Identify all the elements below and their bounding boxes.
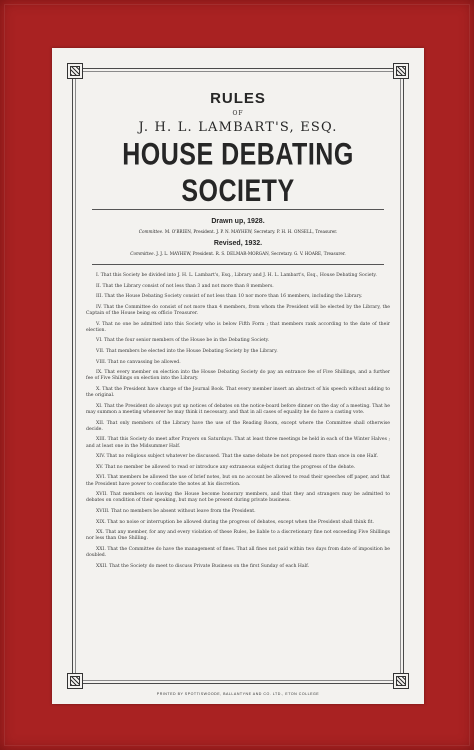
- committee-label: Committee.: [130, 251, 155, 256]
- committee-members: J. J. L. MAYHEW, President. R. S. DELMAR-MORGAN, Secretary. G. V. HOARE, Treasurer.: [156, 251, 346, 256]
- corner-ornament-icon: [393, 673, 409, 689]
- rule-item: V. That no one be admitted into this Society who is below Fifth Form ; that members rank according to the date of their election.: [86, 321, 390, 333]
- corner-ornament-icon: [67, 673, 83, 689]
- of-line: OF: [232, 110, 244, 117]
- rule-item: XX. That any member, for any and every violation of these Rules, be liable to a discretionary fine not exceeding Five Shillings nor less than One Shilling.: [86, 530, 390, 542]
- rule-item: VII. That members be elected into the House Debating Society by the Library.: [96, 348, 278, 354]
- rule-item: IV. That the Committee do consist of not more than 4 members, from whom the President will be elected by the Library, the Captain of the House being ex officio Treasurer.: [86, 304, 390, 316]
- rule-item: XVIII. That no members be absent without leave from the President.: [96, 508, 256, 514]
- rules-list: [86, 273, 390, 570]
- corner-ornament-icon: [67, 63, 83, 79]
- committee-members: M. O'BRIEN, President. J. P. N. MAYHEW, Secretary. P. H. H. ONSELL, Treasurer.: [164, 229, 338, 234]
- rule-item: XV. That no member be allowed to read or introduce any extraneous subject during the progress of the debate.: [96, 464, 356, 470]
- rule-item: XIV. That no religious subject whatever be discussed. That the same debate be not proposed more than once in one Half.: [96, 454, 378, 460]
- drawn-up-heading: Drawn up, 1928.: [211, 218, 265, 225]
- rule-item: XIX. That no noise or interruption be allowed during the progress of debates, except when the President shall think fit.: [96, 519, 374, 525]
- rules-poster: [52, 48, 424, 704]
- printer-imprint: PRINTED BY SPOTTISWOODE, BALLANTYNE AND CO. LTD., ETON COLLEGE: [156, 692, 320, 696]
- committee-label: Committee.: [138, 229, 164, 234]
- society-title: HOUSE DEBATING SOCIETY: [122, 137, 354, 209]
- corner-ornament-icon: [393, 63, 409, 79]
- rule-item: I. That this Society be divided into J. H. L. Lambart's, Esq., Library and J. H. L. Lambart's, Esq., House Debating Society.: [96, 273, 377, 278]
- rule-item: III. That the House Debating Society consist of not less than 10 nor more than 16 members, including the Library.: [96, 294, 363, 300]
- rule-item: XI. That the President do always put up notices of debates on the notice-board before dinner on the day of a meeting. That he may summon a meeting whenever he may think it necessary, and that in all cases of equality he do have a casting vote.: [86, 403, 390, 415]
- rule-item: XXI. That the Committee do have the management of fines. That all fines not paid within two days from date of imposition be doubled.: [86, 546, 390, 559]
- poster-content: [82, 84, 394, 574]
- divider: [92, 264, 384, 265]
- rule-item: VIII. That no canvassing be allowed.: [96, 359, 181, 365]
- rule-item: XVII. That members on leaving the House become honorary members, and that they and strangers may be admitted to debates on condition of their speaking, but may not be present during private business.: [86, 492, 390, 504]
- rule-item: XVI. That members be allowed the use of brief notes, but on no account be allowed to read their speeches off paper, and that the President have power to confiscate the notes at his discretion.: [86, 475, 390, 487]
- rule-item: IX. That every member on election into the House Debating Society do pay an entrance fee of Five Shillings, and a further fee of Five Shillings on election into the Library.: [86, 370, 390, 382]
- drawn-up-committee: [82, 229, 394, 234]
- rule-item: II. That the Library consist of not less than 3 and not more than 8 members.: [96, 283, 274, 289]
- rule-item: VI. That the four senior members of the House be in the Debating Society.: [96, 338, 270, 344]
- house-name: J. H. L. LAMBART'S, ESQ.: [138, 120, 338, 135]
- revised-committee: [82, 251, 394, 256]
- rule-item: XIII. That this Society do meet after Prayers on Saturdays. That at least three meetings be held in each of the Winter Halves ; and at least one in the Midsummer Half.: [86, 437, 390, 449]
- rule-item: XII. That only members of the Library have the use of the Reading Room, except where the Committee shall otherwise decide.: [86, 420, 390, 432]
- rule-item: X. That the President have charge of the Journal Book. That every member insert an abstract of his speech without adding to the original.: [86, 386, 390, 399]
- revised-heading: Revised, 1932.: [213, 240, 263, 247]
- rules-heading: RULES: [210, 90, 266, 107]
- rule-item: XXII. That the Society do meet to discuss Private Business on the first Sunday of each Half.: [96, 563, 310, 569]
